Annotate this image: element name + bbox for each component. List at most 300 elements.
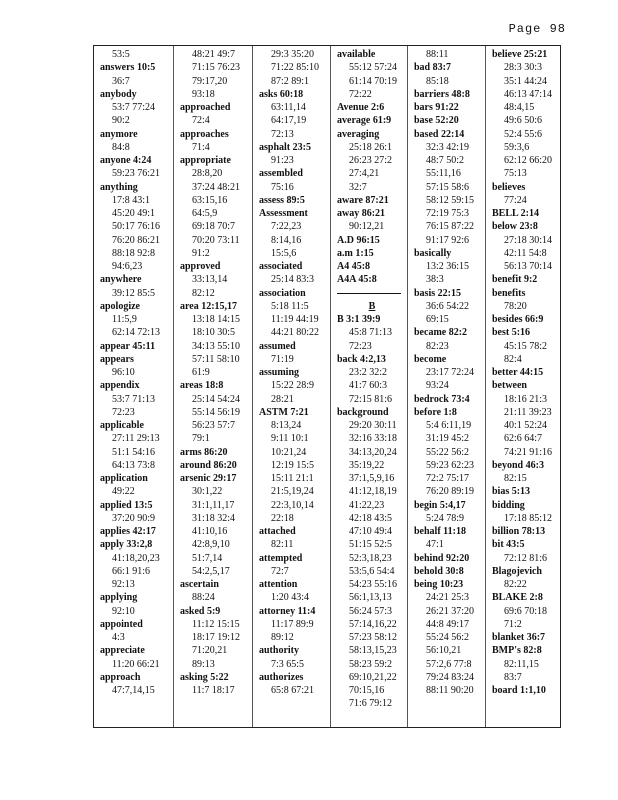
index-term: appendix — [100, 380, 140, 392]
index-locator: 63:15,16 — [192, 194, 228, 206]
index-locator: 91:23 — [271, 155, 294, 166]
index-locator: 71:6 79:12 — [349, 698, 393, 710]
index-locator: 22:18 — [271, 512, 294, 524]
index-term: BELL 2:14 — [492, 208, 539, 219]
index-term: A4A 45:8 — [337, 274, 377, 286]
index-locator: 55:24 56:2 — [426, 632, 470, 643]
index-locator: 11:20 66:21 — [112, 658, 160, 670]
index-locator: 92:10 — [112, 605, 135, 617]
index-locator: 79:1 — [192, 433, 210, 445]
index-locator: 13:18 14:15 — [192, 314, 241, 325]
index-term: BMP's 82:8 — [492, 645, 542, 657]
index-term: A.D 96:15 — [337, 234, 380, 246]
index-locator: 58:12 59:15 — [426, 194, 475, 206]
index-locator: 51:7,14 — [192, 552, 223, 564]
index-locator: 52:4 55:6 — [504, 128, 543, 140]
index-locator: 17:8 43:1 — [112, 194, 151, 206]
index-locator: 90:2 — [112, 115, 130, 127]
index-term: besides 66:9 — [492, 314, 544, 325]
index-locator: 11:12 15:15 — [192, 618, 240, 630]
index-column-4 — [330, 46, 407, 727]
index-term: believe 25:21 — [492, 49, 548, 60]
index-term: B 3:1 39:9 — [337, 314, 381, 325]
index-locator: 7:3 65:5 — [271, 658, 305, 670]
index-term: bidding — [492, 499, 525, 511]
index-term: anybody — [100, 88, 137, 100]
index-locator: 69:15 — [426, 314, 449, 325]
index-locator: 89:13 — [192, 658, 215, 670]
index-locator: 64:17,19 — [271, 115, 307, 127]
index-term: anything — [100, 181, 138, 193]
index-locator: 77:24 — [504, 194, 527, 206]
index-locator: 82:11,15 — [504, 658, 539, 670]
index-term: billion 78:13 — [492, 526, 546, 537]
index-locator: 71:20,21 — [192, 645, 228, 657]
index-term: believes — [492, 181, 526, 193]
index-locator: 96:10 — [112, 367, 135, 378]
index-locator: 78:20 — [504, 300, 527, 312]
index-term: back 4:2,13 — [337, 353, 386, 365]
index-locator: 55:12 57:24 — [349, 62, 398, 74]
index-locator: 71:15 76:23 — [192, 62, 241, 74]
index-locator: 51:15 52:5 — [349, 539, 393, 551]
index-locator: 62:14 72:13 — [112, 327, 161, 339]
index-locator: 23:2 32:2 — [349, 367, 388, 378]
index-term: assumed — [259, 340, 296, 352]
index-locator: 31:18 32:4 — [192, 512, 236, 524]
index-term: basis 22:15 — [414, 287, 461, 299]
index-locator: 53:7 77:24 — [112, 102, 156, 113]
index-locator: 93:18 — [192, 88, 215, 100]
index-term: attorney 11:4 — [259, 605, 316, 617]
index-term: asking 5:22 — [180, 671, 229, 683]
index-locator: 21:11 39:23 — [504, 406, 552, 418]
index-locator: 56:10,21 — [426, 645, 462, 657]
index-locator: 15:5,6 — [271, 247, 297, 259]
index-term: areas 18:8 — [180, 380, 224, 392]
index-column-6 — [485, 46, 562, 727]
index-term: bars 91:22 — [414, 102, 459, 113]
index-term: applies 42:17 — [100, 526, 156, 537]
index-column-2 — [173, 46, 252, 727]
index-term: appropriate — [180, 155, 231, 166]
index-term: bias 5:13 — [492, 486, 531, 498]
index-term: bad 83:7 — [414, 62, 451, 74]
index-locator: 41:10,16 — [192, 526, 228, 537]
index-locator: 47:10 49:4 — [349, 526, 393, 537]
index-locator: 57:15 58:6 — [426, 181, 470, 193]
index-locator: 57:14,16,22 — [349, 618, 397, 630]
index-locator: 41:22,23 — [349, 499, 385, 511]
index-term: appreciate — [100, 645, 145, 657]
index-locator: 53:5 — [112, 49, 130, 60]
index-locator: 79:24 83:24 — [426, 671, 475, 683]
index-locator: 56:13 70:14 — [504, 261, 553, 272]
index-term: behold 30:8 — [414, 565, 464, 577]
index-locator: 55:14 56:19 — [192, 406, 241, 418]
index-locator: 64:13 73:8 — [112, 459, 156, 471]
index-locator: 1:20 43:4 — [271, 592, 310, 604]
index-locator: 63:11,14 — [271, 102, 306, 113]
index-column-1 — [94, 46, 173, 727]
index-term: attention — [259, 579, 298, 590]
index-locator: 11:17 89:9 — [271, 618, 314, 630]
index-locator: 65:8 67:21 — [271, 685, 315, 696]
index-locator: 13:2 36:15 — [426, 261, 470, 272]
index-locator: 49:6 50:6 — [504, 115, 543, 127]
index-locator: 90:12,21 — [349, 221, 385, 233]
index-locator: 41:7 60:3 — [349, 380, 388, 392]
index-term: bit 43:5 — [492, 539, 525, 551]
index-term: area 12:15,17 — [180, 300, 238, 312]
index-locator: 45:15 78:2 — [504, 340, 548, 352]
index-locator: 61:9 — [192, 367, 210, 378]
index-locator: 72:22 — [349, 88, 372, 100]
index-term: between — [492, 380, 527, 392]
index-locator: 15:22 28:9 — [271, 380, 315, 392]
index-term: appears — [100, 353, 134, 365]
index-locator: 47:1 — [426, 539, 444, 551]
index-locator: 27:4,21 — [349, 168, 380, 180]
index-locator: 18:17 19:12 — [192, 632, 241, 643]
index-locator: 58:13,15,23 — [349, 645, 397, 657]
index-locator: 29:20 30:11 — [349, 420, 397, 431]
index-term: association — [259, 287, 306, 299]
index-locator: 75:16 — [271, 181, 294, 193]
index-term: asked 5:9 — [180, 605, 221, 617]
index-term: Assessment — [259, 208, 308, 219]
index-term: basically — [414, 247, 452, 259]
index-locator: 27:11 29:13 — [112, 433, 160, 445]
index-locator: 85:18 — [426, 75, 449, 87]
index-term: average 61:9 — [337, 115, 392, 127]
page-number: Page 98 — [508, 22, 566, 36]
index-locator: 71:19 — [271, 353, 294, 365]
index-locator: 35:1 44:24 — [504, 75, 548, 87]
index-locator: 64:5,9 — [192, 208, 218, 219]
index-term: best 5:16 — [492, 327, 531, 339]
index-locator: 26:23 27:2 — [349, 155, 393, 166]
index-term: benefit 9:2 — [492, 274, 538, 286]
index-locator: 22:3,10,14 — [271, 499, 314, 511]
index-locator: 44:8 49:17 — [426, 618, 470, 630]
index-term: became 82:2 — [414, 327, 468, 339]
index-locator: 23:17 72:24 — [426, 367, 475, 378]
index-locator: 32:3 42:19 — [426, 141, 470, 153]
index-locator: 72:4 — [192, 115, 210, 127]
index-locator: 18:10 30:5 — [192, 327, 236, 339]
index-locator: 32:16 33:18 — [349, 433, 398, 445]
index-locator: 33:13,14 — [192, 274, 228, 286]
index-term: answers 10:5 — [100, 62, 156, 74]
index-term: anymore — [100, 128, 138, 140]
index-locator: 53:7 71:13 — [112, 393, 156, 405]
index-term: bedrock 73:4 — [414, 393, 470, 405]
index-locator: 54:23 55:16 — [349, 579, 398, 590]
index-locator: 76:20 89:19 — [426, 486, 475, 498]
index-locator: 42:8,9,10 — [192, 539, 230, 551]
index-term: arsenic 29:17 — [180, 473, 237, 484]
index-term: assembled — [259, 168, 303, 180]
index-term: approaches — [180, 128, 229, 140]
index-locator: 82:22 — [504, 579, 527, 590]
index-locator: 82:12 — [192, 287, 215, 299]
index-locator: 37:1,5,9,16 — [349, 473, 395, 484]
index-locator: 54:2,5,17 — [192, 565, 230, 577]
index-term: benefits — [492, 287, 526, 299]
index-locator: 45:8 71:13 — [349, 327, 393, 339]
index-locator: 11:19 44:19 — [271, 314, 319, 325]
index-locator: 25:14 83:3 — [271, 274, 315, 286]
index-locator: 70:15,16 — [349, 685, 385, 696]
index-locator: 76:15 87:22 — [426, 221, 475, 233]
index-term: appear 45:11 — [100, 340, 156, 352]
index-locator: 91:17 92:6 — [426, 234, 470, 246]
index-locator: 31:1,11,17 — [192, 499, 235, 511]
index-locator: 57:23 58:12 — [349, 632, 398, 643]
index-term: approached — [180, 102, 231, 113]
index-locator: 15:11 21:1 — [271, 473, 314, 484]
index-term: averaging — [337, 128, 380, 140]
index-locator: 56:23 57:7 — [192, 420, 236, 431]
index-term: BLAKE 2:8 — [492, 592, 543, 604]
index-locator: 55:22 56:2 — [426, 446, 470, 458]
index-locator: 52:3,18,23 — [349, 552, 392, 564]
index-locator: 45:20 49:1 — [112, 208, 156, 219]
index-locator: 49:22 — [112, 486, 135, 498]
index-term: authority — [259, 645, 299, 657]
index-locator: 72:19 75:3 — [426, 208, 470, 219]
index-term: away 86:21 — [337, 208, 386, 219]
section-letter: B — [368, 300, 376, 312]
index-locator: 74:21 91:16 — [504, 446, 553, 458]
index-locator: 12:19 15:5 — [271, 459, 315, 471]
index-term: ASTM 7:21 — [259, 406, 309, 418]
index-locator: 72:23 — [349, 340, 372, 352]
index-term: around 86:20 — [180, 459, 237, 471]
index-locator: 57:11 58:10 — [192, 353, 240, 365]
index-locator: 25:14 54:24 — [192, 393, 241, 405]
index-locator: 9:11 10:1 — [271, 433, 309, 445]
index-locator: 71:22 85:10 — [271, 62, 320, 74]
index-locator: 44:21 80:22 — [271, 327, 320, 339]
index-locator: 72:2 75:17 — [426, 473, 470, 484]
index-locator: 11:7 18:17 — [192, 685, 235, 696]
index-locator: 34:13,20,24 — [349, 446, 397, 458]
index-locator: 61:14 70:19 — [349, 75, 398, 87]
index-locator: 51:1 54:16 — [112, 446, 156, 458]
index-term: anywhere — [100, 274, 142, 286]
index-term: approach — [100, 671, 141, 683]
index-term: behind 92:20 — [414, 552, 470, 564]
index-term: applied 13:5 — [100, 499, 153, 511]
index-term: ascertain — [180, 579, 219, 590]
index-locator: 88:24 — [192, 592, 215, 604]
index-column-5 — [407, 46, 485, 727]
index-term: authorizes — [259, 671, 304, 683]
index-locator: 21:5,19,24 — [271, 486, 314, 498]
index-locator: 94:6,23 — [112, 261, 143, 272]
index-locator: 39:12 85:5 — [112, 287, 156, 299]
index-locator: 93:24 — [426, 380, 449, 392]
index-locator: 88:11 90:20 — [426, 685, 474, 696]
index-locator: 82:23 — [426, 340, 449, 352]
index-term: asphalt 23:5 — [259, 141, 311, 153]
index-locator: 42:18 43:5 — [349, 512, 393, 524]
index-term: based 22:14 — [414, 128, 465, 140]
index-term: Avenue 2:6 — [337, 102, 385, 113]
index-term: asks 60:18 — [259, 88, 304, 100]
index-locator: 47:7,14,15 — [112, 685, 155, 696]
word-index-table — [93, 45, 561, 728]
index-locator: 59:23 76:21 — [112, 168, 161, 180]
index-locator: 66:1 91:6 — [112, 565, 151, 577]
index-term: approved — [180, 261, 221, 272]
index-term: behalf 11:18 — [414, 526, 466, 537]
index-locator: 37:24 48:21 — [192, 181, 241, 193]
index-locator: 25:18 26:1 — [349, 141, 393, 153]
index-term: associated — [259, 261, 303, 272]
index-locator: 31:19 45:2 — [426, 433, 470, 445]
index-locator: 59:23 62:23 — [426, 459, 475, 471]
index-locator: 55:11,16 — [426, 168, 461, 180]
index-term: available — [337, 49, 376, 60]
index-locator: 82:4 — [504, 353, 522, 365]
index-locator: 37:20 90:9 — [112, 512, 156, 524]
index-locator: 88:11 — [426, 49, 449, 60]
index-locator: 8:14,16 — [271, 234, 302, 246]
index-locator: 36:6 54:22 — [426, 300, 470, 312]
index-locator: 56:24 57:3 — [349, 605, 393, 617]
index-locator: 53:5,6 54:4 — [349, 565, 395, 577]
index-locator: 26:21 37:20 — [426, 605, 475, 617]
index-locator: 57:2,6 77:8 — [426, 658, 472, 670]
index-locator: 40:1 52:24 — [504, 420, 548, 431]
index-locator: 8:13,24 — [271, 420, 302, 431]
index-term: attached — [259, 526, 296, 537]
index-locator: 70:20 73:11 — [192, 234, 240, 246]
index-term: before 1:8 — [414, 406, 457, 418]
index-term: Blagojevich — [492, 565, 542, 577]
index-locator: 5:18 11:5 — [271, 300, 309, 312]
index-locator: 28:21 — [271, 393, 294, 405]
index-locator: 48:4,15 — [504, 102, 535, 113]
index-locator: 5:24 78:9 — [426, 512, 465, 524]
index-locator: 4:3 — [112, 632, 125, 643]
index-term: arms 86:20 — [180, 446, 228, 458]
index-locator: 46:13 47:14 — [504, 88, 553, 100]
index-term: apologize — [100, 300, 140, 312]
index-locator: 5:4 6:11,19 — [426, 420, 472, 431]
index-term: apply 33:2,8 — [100, 539, 153, 551]
index-locator: 42:11 54:8 — [504, 247, 547, 259]
index-term: blanket 36:7 — [492, 632, 546, 643]
index-locator: 56:1,13,13 — [349, 592, 392, 604]
index-locator: 41:18,20,23 — [112, 552, 160, 564]
index-locator: 38:3 — [426, 274, 444, 286]
index-locator: 28:8,20 — [192, 168, 223, 180]
index-locator: 72:23 — [112, 406, 135, 418]
index-locator: 69:10,21,22 — [349, 671, 397, 683]
index-term: attempted — [259, 552, 303, 564]
index-term: assess 89:5 — [259, 194, 305, 206]
index-locator: 72:15 81:6 — [349, 393, 393, 405]
index-term: applying — [100, 592, 138, 604]
index-locator: 91:2 — [192, 247, 210, 259]
index-locator: 59:3,6 — [504, 141, 530, 153]
index-locator: 32:7 — [349, 181, 367, 193]
index-locator: 69:18 70:7 — [192, 221, 236, 233]
index-locator: 75:13 — [504, 168, 527, 180]
index-locator: 79:17,20 — [192, 75, 228, 87]
index-locator: 36:7 — [112, 75, 130, 87]
index-term: beyond 46:3 — [492, 459, 544, 471]
index-locator: 87:2 89:1 — [271, 75, 310, 87]
index-locator: 88:18 92:8 — [112, 247, 156, 259]
index-locator: 34:13 55:10 — [192, 340, 241, 352]
index-locator: 89:12 — [271, 632, 294, 643]
index-column-3 — [252, 46, 330, 727]
index-locator: 58:23 59:2 — [349, 658, 393, 670]
index-locator: 35:19,22 — [349, 459, 385, 471]
index-term: base 52:20 — [414, 115, 459, 127]
index-term: a.m 1:15 — [337, 247, 374, 259]
index-locator: 76:20 86:21 — [112, 234, 161, 246]
index-locator: 72:13 — [271, 128, 294, 140]
index-locator: 69:6 70:18 — [504, 605, 548, 617]
index-locator: 18:16 21:3 — [504, 393, 548, 405]
index-term: background — [337, 406, 389, 418]
index-locator: 92:13 — [112, 579, 135, 590]
index-locator: 82:11 — [271, 539, 294, 551]
index-term: anyone 4:24 — [100, 155, 152, 166]
index-term: begin 5:4,17 — [414, 499, 466, 511]
index-locator: 84:8 — [112, 141, 130, 153]
index-term: appointed — [100, 618, 143, 630]
index-term: application — [100, 473, 148, 484]
index-locator: 29:3 35:20 — [271, 49, 315, 60]
index-term: barriers 48:8 — [414, 88, 470, 100]
index-term: aware 87:21 — [337, 194, 389, 206]
index-locator: 72:7 — [271, 565, 289, 577]
index-locator: 48:21 49:7 — [192, 49, 236, 60]
index-term: below 23:8 — [492, 221, 538, 233]
index-locator: 83:7 — [504, 671, 522, 683]
index-locator: 27:18 30:14 — [504, 234, 553, 246]
index-term: better 44:15 — [492, 367, 544, 378]
index-term: A4 45:8 — [337, 261, 371, 272]
index-locator: 41:12,18,19 — [349, 486, 397, 498]
section-rule — [337, 287, 407, 300]
index-term: applicable — [100, 420, 144, 431]
index-term: being 10:23 — [414, 579, 464, 590]
index-locator: 72:12 81:6 — [504, 552, 548, 564]
index-locator: 62:12 66:20 — [504, 155, 553, 166]
index-locator: 82:15 — [504, 473, 527, 484]
index-locator: 30:1,22 — [192, 486, 223, 498]
index-locator: 28:3 30:3 — [504, 62, 543, 74]
index-locator: 24:21 25:3 — [426, 592, 470, 604]
index-locator: 71:2 — [504, 618, 522, 630]
index-locator: 10:21,24 — [271, 446, 307, 458]
index-term: assuming — [259, 367, 300, 378]
index-locator: 48:7 50:2 — [426, 155, 465, 166]
index-locator: 50:17 76:16 — [112, 221, 161, 233]
index-locator: 62:6 64:7 — [504, 433, 543, 445]
index-locator: 17:18 85:12 — [504, 512, 553, 524]
index-term: board 1:1,10 — [492, 685, 546, 696]
index-term: become — [414, 353, 447, 365]
